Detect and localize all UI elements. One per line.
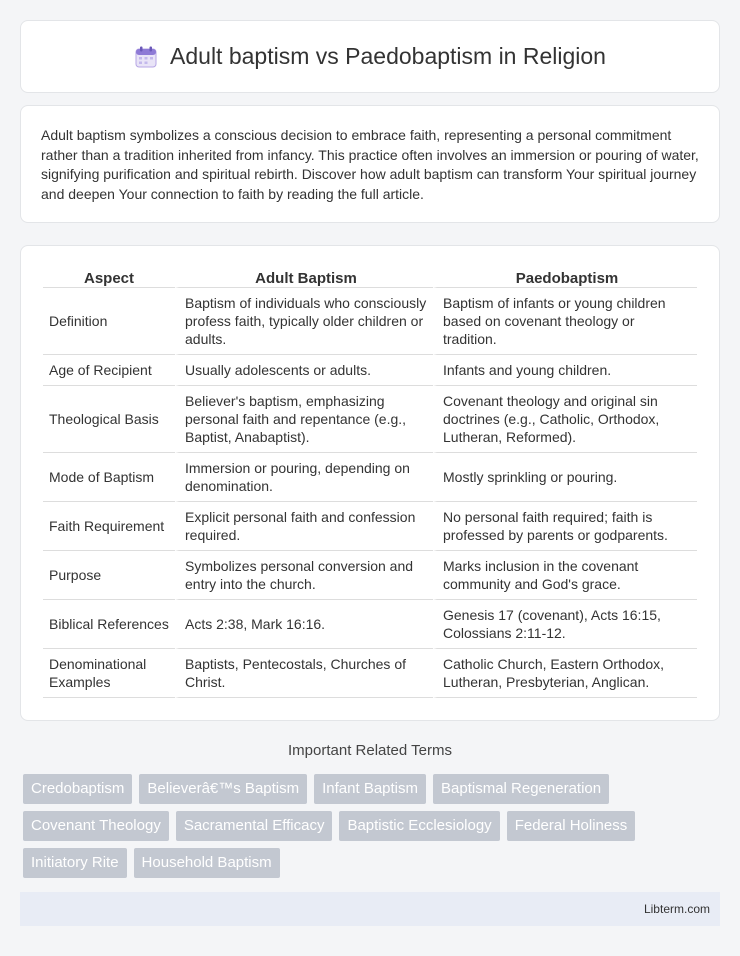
table-row xyxy=(43,502,697,551)
term-tag[interactable]: Baptistic Ecclesiology xyxy=(339,811,499,841)
table-row xyxy=(43,453,697,502)
table-cell: Immersion or pouring, depending on denomination. xyxy=(175,453,433,502)
table-cell: Baptists, Pentecostals, Churches of Christ. xyxy=(175,649,433,698)
table-cell: Baptism of infants or young children based on covenant theology or tradition. xyxy=(433,288,697,355)
title-card xyxy=(20,20,720,93)
term-row xyxy=(23,774,723,804)
intro-card xyxy=(20,105,720,223)
table-cell: Marks inclusion in the covenant community and God's grace. xyxy=(433,551,697,600)
table-cell: Acts 2:38, Mark 16:16. xyxy=(175,600,433,649)
table-row xyxy=(43,288,697,355)
table-cell: Believer's baptism, emphasizing personal faith and repentance (e.g., Baptist, Anabaptist). xyxy=(175,386,433,453)
term-row xyxy=(23,848,723,878)
term-tag[interactable]: Household Baptism xyxy=(134,848,280,878)
calendar-icon xyxy=(134,45,158,69)
table-row xyxy=(43,551,697,600)
table-row xyxy=(43,649,697,698)
term-tag[interactable]: Federal Holiness xyxy=(507,811,636,841)
column-header: Aspect xyxy=(43,264,175,288)
table-cell: Definition xyxy=(43,288,175,355)
table-cell: Biblical References xyxy=(43,600,175,649)
table-cell: Usually adolescents or adults. xyxy=(175,355,433,386)
related-terms xyxy=(23,774,723,885)
term-tag[interactable]: Credobaptism xyxy=(23,774,132,804)
footer-site-link[interactable]: Libterm.com xyxy=(643,902,710,916)
related-terms-title: Important Related Terms xyxy=(288,742,452,759)
term-tag[interactable]: Sacramental Efficacy xyxy=(176,811,333,841)
comparison-table xyxy=(43,264,697,698)
table-cell: No personal faith required; faith is professed by parents or godparents. xyxy=(433,502,697,551)
term-tag[interactable]: Covenant Theology xyxy=(23,811,169,841)
table-cell: Denominational Examples xyxy=(43,649,175,698)
table-cell: Catholic Church, Eastern Orthodox, Lutheran, Presbyterian, Anglican. xyxy=(433,649,697,698)
table-cell: Baptism of individuals who consciously profess faith, typically older children or adults. xyxy=(175,288,433,355)
table-cell: Theological Basis xyxy=(43,386,175,453)
term-row xyxy=(23,811,723,841)
table-header-row xyxy=(43,264,697,288)
table-row xyxy=(43,386,697,453)
table-cell: Faith Requirement xyxy=(43,502,175,551)
footer xyxy=(20,892,720,926)
table-cell: Explicit personal faith and confession required. xyxy=(175,502,433,551)
comparison-table-card xyxy=(20,245,720,721)
table-cell: Symbolizes personal conversion and entry into the church. xyxy=(175,551,433,600)
table-cell: Mostly sprinkling or pouring. xyxy=(433,453,697,502)
term-tag[interactable]: Infant Baptism xyxy=(314,774,426,804)
table-row xyxy=(43,355,697,386)
table-cell: Age of Recipient xyxy=(43,355,175,386)
table-cell: Mode of Baptism xyxy=(43,453,175,502)
column-header: Paedobaptism xyxy=(433,264,697,288)
column-header: Adult Baptism xyxy=(175,264,433,288)
term-tag[interactable]: Believerâ€™s Baptism xyxy=(139,774,307,804)
intro-text: Adult baptism symbolizes a conscious decision to embrace faith, representing a personal commitment rather than a tradition inherited from infancy. This practice often involves an immersion or pouring of water, signifying purification and spiritual rebirth. Discover how adult baptism can transform Your spiritual journey and deepen Your connection to faith by reading the full article. xyxy=(41,127,699,202)
table-cell: Purpose xyxy=(43,551,175,600)
table-cell: Infants and young children. xyxy=(433,355,697,386)
table-cell: Genesis 17 (covenant), Acts 16:15, Colossians 2:11-12. xyxy=(433,600,697,649)
table-cell: Covenant theology and original sin doctrines (e.g., Catholic, Orthodox, Lutheran, Reformed). xyxy=(433,386,697,453)
page-title: Adult baptism vs Paedobaptism in Religion xyxy=(170,43,606,69)
table-row xyxy=(43,600,697,649)
term-tag[interactable]: Initiatory Rite xyxy=(23,848,127,878)
term-tag[interactable]: Baptismal Regeneration xyxy=(433,774,609,804)
